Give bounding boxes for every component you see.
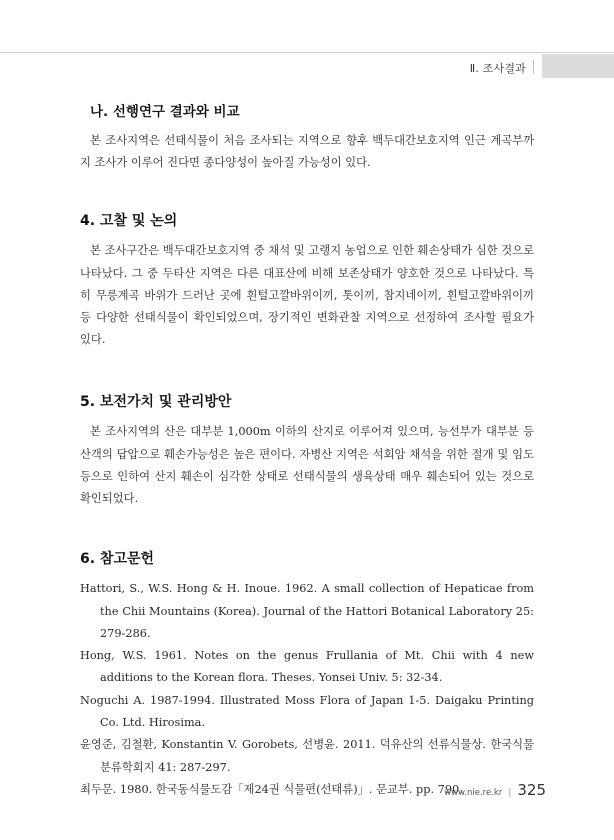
reference-item: Hattori, S., W.S. Hong & H. Inoue. 1962. A small collection of Hepaticae from the Chii Mountains (Korea). Journal of the Hattori Botanical Laboratory 25: 279-286. xyxy=(80,582,534,640)
section5-body: 본 조사지역의 산은 대부분 1,000m 이하의 산지로 이루어져 있으며, 능선부가 대부분 등산객의 답압으로 훼손가능성은 높은 편이다. 자병산 지역은 석회암 채석을 위한 절개 및 임도 등으로 인하여 산지 훼손이 심각한 상태로 선태식물의 생육상태 매우 훼손되어 있는 것으로 확인되었다. xyxy=(80,425,534,506)
page-number: 325 xyxy=(517,781,546,799)
section4-title: 4. 고찰 및 논의 xyxy=(80,213,178,230)
page-footer xyxy=(444,781,546,799)
section6-title: 6. 참고문헌 xyxy=(80,551,155,568)
footer-url: www.nie.re.kr xyxy=(444,788,503,798)
reference-list xyxy=(80,578,534,801)
page-content xyxy=(80,100,534,801)
subsection-title: 나. 선행연구 결과와 비교 xyxy=(90,104,240,120)
footer-separator: | xyxy=(508,788,512,798)
reference-item: 최두문. 1980. 한국동식물도감「제24권 식물편(선태류)」. 문교부. pp. 790. xyxy=(80,782,463,796)
reference-item: 윤영준, 김철환, Konstantin V. Gorobets, 선병윤. 2011. 덕유산의 선류식물상. 한국식물분류학회지 41: 287-297. xyxy=(80,738,534,774)
section4-body: 본 조사구간은 백두대간보호지역 중 채석 및 고랭지 농업으로 인한 훼손상태가 심한 것으로 나타났다. 그 중 두타산 지역은 다른 대표산에 비해 보존상태가 양호한 것으로 나타났다. 특히 무릉계곡 바위가 드러난 곳에 흰털고깔바위이끼, 톳이끼, 참지네이끼, 흰털고깔바위이끼 등 다양한 선태식물이 확인되었으며, 장기적인 변화관찰 지역으로 선정하여 조사할 필요가 있다. xyxy=(80,244,534,347)
section5-title: 5. 보전가치 및 관리방안 xyxy=(80,394,232,411)
top-band xyxy=(0,0,614,53)
reference-item: Noguchi A. 1987-1994. Illustrated Moss Flora of Japan 1-5. Daigaku Printing Co. Ltd. Hirosima. xyxy=(80,693,534,730)
header-divider xyxy=(533,60,534,74)
header-tab xyxy=(542,54,614,78)
running-header: Ⅱ. 조사결과 xyxy=(469,62,526,75)
reference-item: Hong, W.S. 1961. Notes on the genus Frullania of Mt. Chii with 4 new additions to the Korean flora. Theses. Yonsei Univ. 5: 32-34. xyxy=(80,649,534,685)
subsection-body: 본 조사지역은 선태식물이 처음 조사되는 지역으로 향후 백두대간보호지역 인근 계곡부까지 조사가 이루어 진다면 종다양성이 높아질 가능성이 있다. xyxy=(80,134,534,170)
